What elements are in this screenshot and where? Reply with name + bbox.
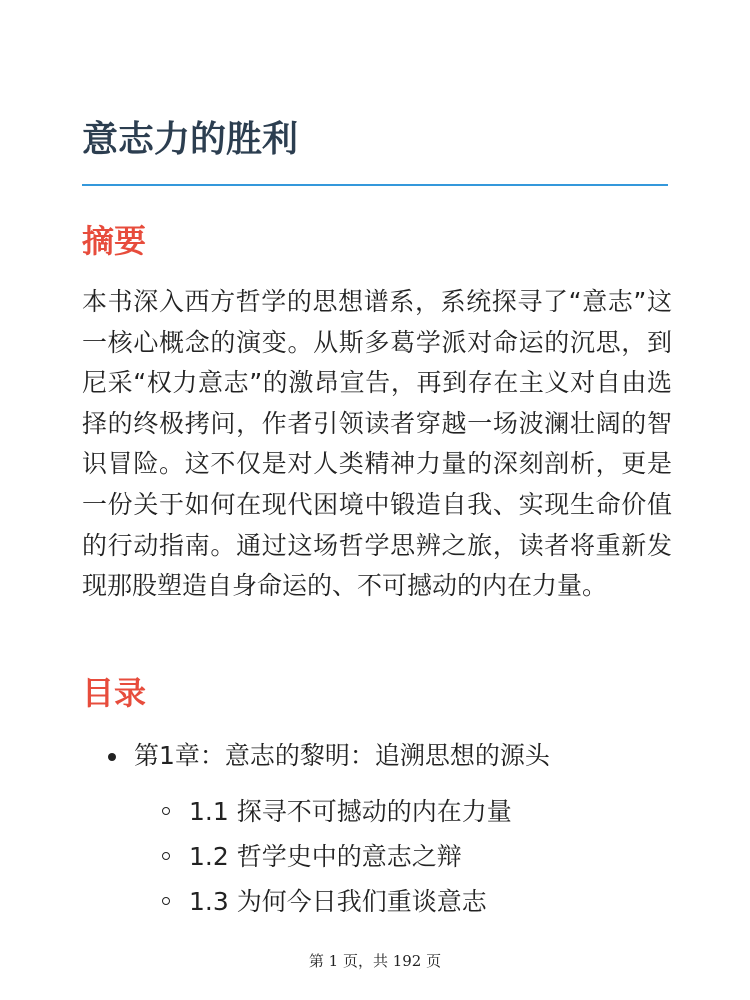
title-underline <box>82 184 668 186</box>
toc-heading: 目录 <box>82 674 147 712</box>
toc-section-item <box>162 837 462 877</box>
abstract-heading: 摘要 <box>82 222 147 260</box>
toc-section-label: 1.1 探寻不可撼动的内在力量 <box>189 797 512 826</box>
document-title: 意志力的胜利 <box>82 119 299 160</box>
toc-section-label: 1.2 哲学史中的意志之辩 <box>189 842 462 871</box>
toc-chapter-item <box>112 736 550 776</box>
toc-section-item <box>162 792 512 832</box>
bullet-circle-icon <box>162 852 170 860</box>
page-footer: 第 1 页，共 192 页 <box>308 952 442 970</box>
bullet-circle-icon <box>162 897 170 905</box>
toc-section-label: 1.3 为何今日我们重谈意志 <box>189 887 487 916</box>
toc-section-item <box>162 882 487 922</box>
toc-chapter-label: 第1章：意志的黎明：追溯思想的源头 <box>134 741 550 770</box>
abstract-paragraph: 本书深入西方哲学的思想谱系，系统探寻了“意志”这一核心概念的演变。从斯多葛学派对命运的沉思，到尼采“权力意志”的激昂宣告，再到存在主义对自由选择的终极拷问，作者引领读者穿越一场波澜壮阔的智识冒险。这不仅是对人类精神力量的深刻剖析，更是一份关于如何在现代困境中锻造自我、实现生命价值的行动指南。通过这场哲学思辨之旅，读者将重新发现那股塑造自身命运的、不可撼动的内在力量。 <box>82 287 672 601</box>
bullet-circle-icon <box>162 807 170 815</box>
bullet-disc-icon <box>108 753 116 761</box>
